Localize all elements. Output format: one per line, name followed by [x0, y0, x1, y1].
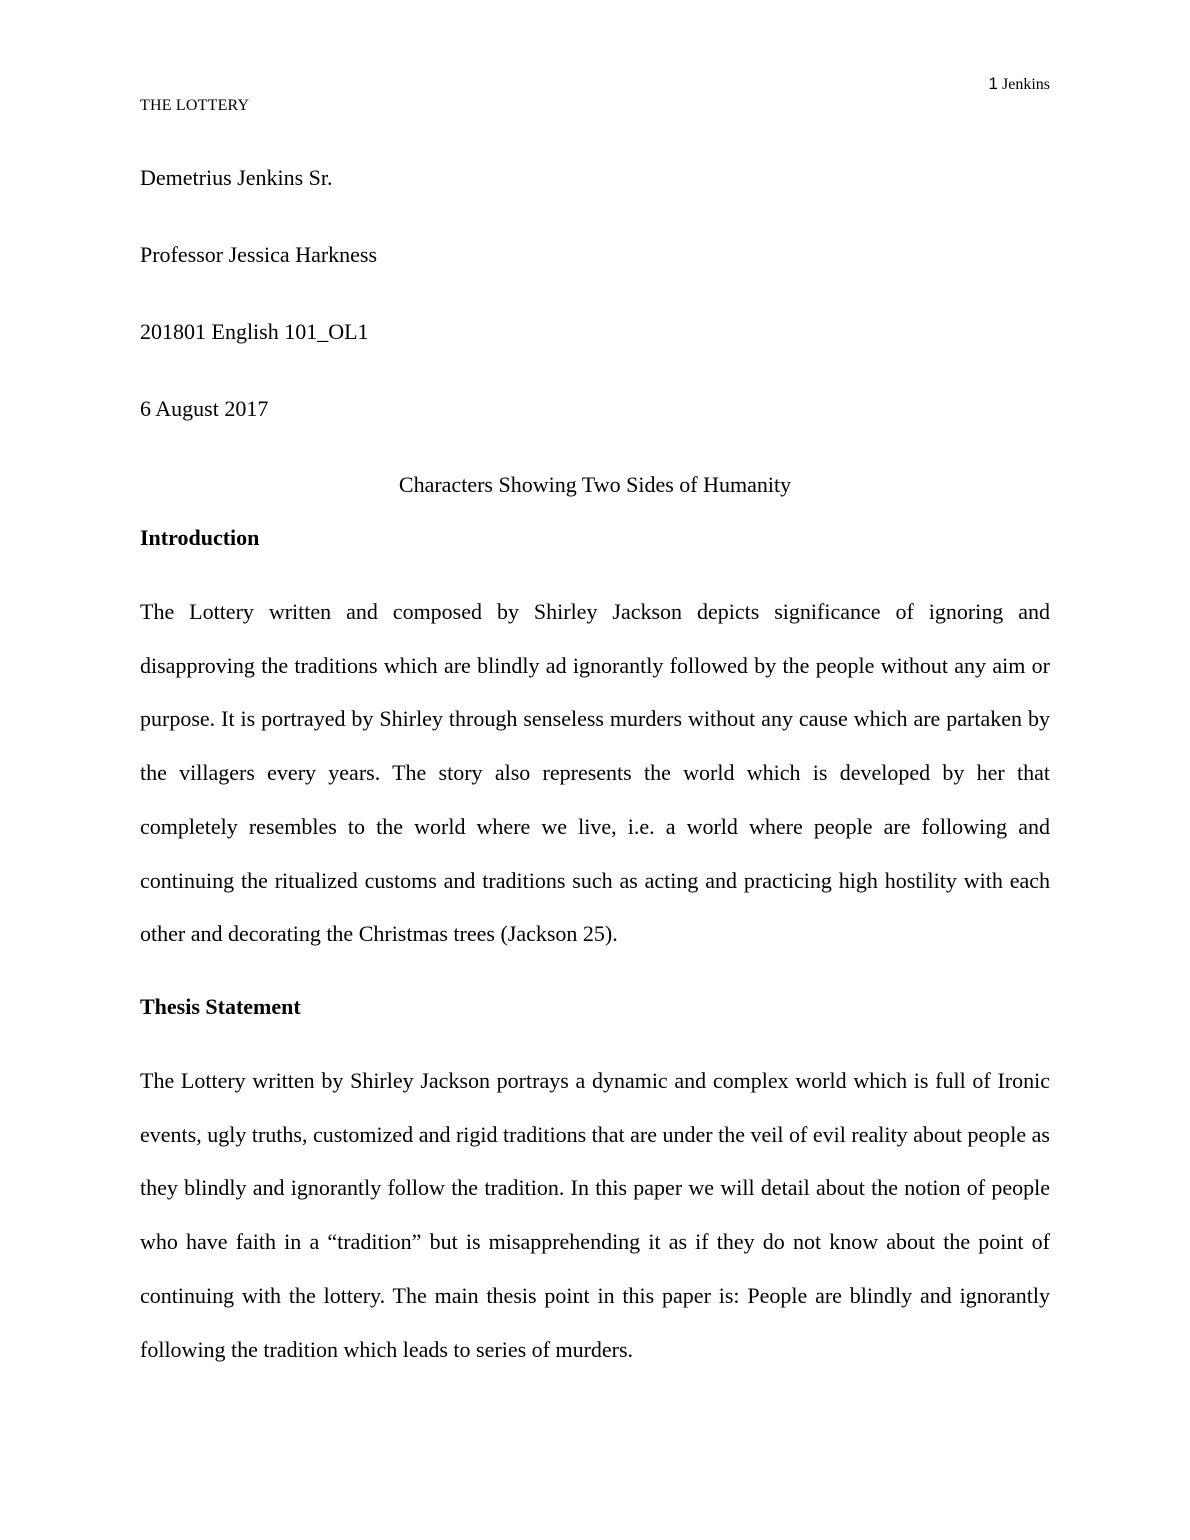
- running-head: THE LOTTERY: [140, 97, 250, 114]
- section-heading-introduction: Introduction: [140, 525, 260, 550]
- essay-title: Characters Showing Two Sides of Humanity: [398, 472, 792, 497]
- page-number: 1: [988, 74, 998, 93]
- page-header: [989, 72, 1050, 97]
- thesis-paragraph: The Lottery written by Shirley Jackson portrays a dynamic and complex world which is full of Ironic events, ugly truths, customized and rigid traditions that are under the veil of evil reality about people as they blindly and ignorantly follow the tradition. In this paper we will detail about the notion of people who have faith in a “tradition” but is misapprehending it as if they do not know about the point of continuing with the lottery. The main thesis point in this paper is: People are blindly and ignorantly following the tradition which leads to series of murders.: [140, 1068, 1050, 1362]
- introduction-paragraph: The Lottery written and composed by Shirley Jackson depicts significance of ignoring and disapproving the traditions which are blindly ad ignorantly followed by the people without any aim or purpose. It is portrayed by Shirley through senseless murders without any cause which are partaken by the villagers every years. The story also represents the world which is developed by her that completely resembles to the world where we live, i.e. a world where people are following and continuing the ritualized customs and traditions such as acting and practicing high hostility with each other and decorating the Christmas trees (Jackson 25).: [140, 599, 1050, 947]
- student-name: Demetrius Jenkins Sr.: [140, 165, 333, 190]
- course-name: 201801 English 101_OL1: [140, 319, 369, 344]
- professor-name: Professor Jessica Harkness: [140, 242, 378, 267]
- section-heading-thesis: Thesis Statement: [140, 994, 301, 1019]
- header-author-name: Jenkins: [1002, 76, 1050, 93]
- essay-date: 6 August 2017: [140, 396, 269, 421]
